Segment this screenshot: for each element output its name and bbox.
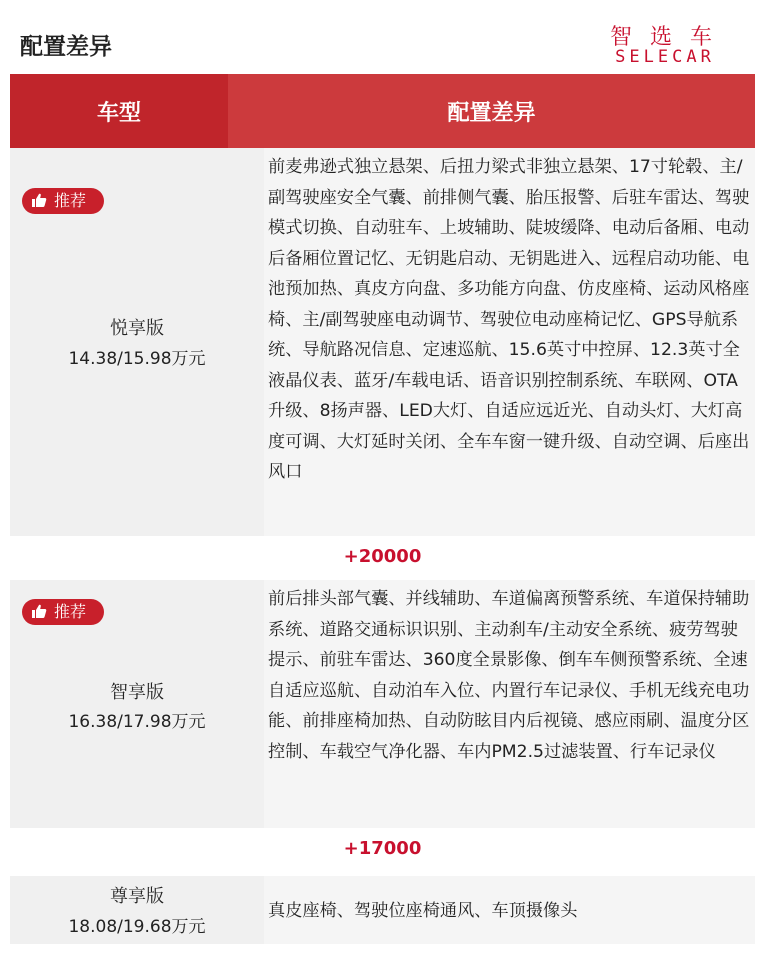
badge-label: 推荐 (54, 191, 87, 210)
model-name: 智享版 (110, 682, 164, 703)
model-price: 18.08/19.68万元 (68, 917, 206, 937)
header (0, 0, 759, 74)
model-cell (10, 580, 264, 828)
badge-label: 推荐 (54, 602, 87, 621)
model-name: 悦享版 (110, 318, 164, 339)
page-title: 配置差异 (20, 34, 112, 60)
logo-english: SELECAR (615, 47, 715, 67)
feature-list: 前麦弗逊式独立悬架、后扭力梁式非独立悬架、17寸轮毂、主/副驾驶座安全气囊、前排侧气囊、胎压报警、后驻车雷达、驾驶模式切换、自动驻车、上坡辅助、陡坡缓降、电动后备厢、电动后备厢位置记忆、无钥匙启动、无钥匙进入、远程启动功能、电池预加热、真皮方向盘、多功能方向盘、仿皮座椅、运动风格座椅、主/副驾驶座电动调节、驾驶位电动座椅记忆、GPS导航系统、导航路况信息、定速巡航、15.6英寸中控屏、12.3英寸全液晶仪表、蓝牙/车载电话、语音识别控制系统、车联网、OTA升级、8扬声器、LED大灯、自适应远近光、自动头灯、大灯高度可调、大灯延时关闭、全车车窗一键升级、自动空调、后座出风口 (268, 157, 750, 482)
header-model-label: 车型 (96, 101, 141, 126)
header-diff-label: 配置差异 (447, 101, 536, 126)
table-row (10, 580, 755, 828)
thumbs-up-icon (31, 193, 47, 208)
logo-chinese: 智选车 (609, 25, 730, 50)
price-diff: +17000 (343, 838, 422, 859)
model-cell (10, 876, 264, 944)
model-cell (10, 148, 264, 536)
table-row (10, 876, 755, 944)
thumbs-up-icon (31, 604, 47, 619)
header-diff-col (228, 74, 755, 148)
table-header (10, 74, 755, 148)
recommend-badge (22, 599, 104, 625)
model-name: 尊享版 (110, 886, 164, 907)
selecar-logo (590, 20, 740, 68)
price-diff: +20000 (343, 546, 422, 567)
model-price: 16.38/17.98万元 (68, 712, 206, 732)
header-model-col (10, 74, 228, 148)
price-diff-row (10, 828, 755, 872)
feature-list: 真皮座椅、驾驶位座椅通风、车顶摄像头 (268, 901, 578, 921)
feature-list: 前后排头部气囊、并线辅助、车道偏离预警系统、车道保持辅助系统、道路交通标识识别、主动刹车/主动安全系统、疲劳驾驶提示、前驻车雷达、360度全景影像、倒车车侧预警系统、全速自适应巡航、自动泊车入位、内置行车记录仪、手机无线充电功能、前排座椅加热、自动防眩目内后视镜、感应雨刷、温度分区控制、车载空气净化器、车内PM2.5过滤装置、行车记录仪 (268, 589, 750, 762)
recommend-badge (22, 188, 104, 214)
table-row (10, 148, 755, 536)
model-price: 14.38/15.98万元 (68, 349, 206, 369)
price-diff-row (10, 536, 755, 580)
